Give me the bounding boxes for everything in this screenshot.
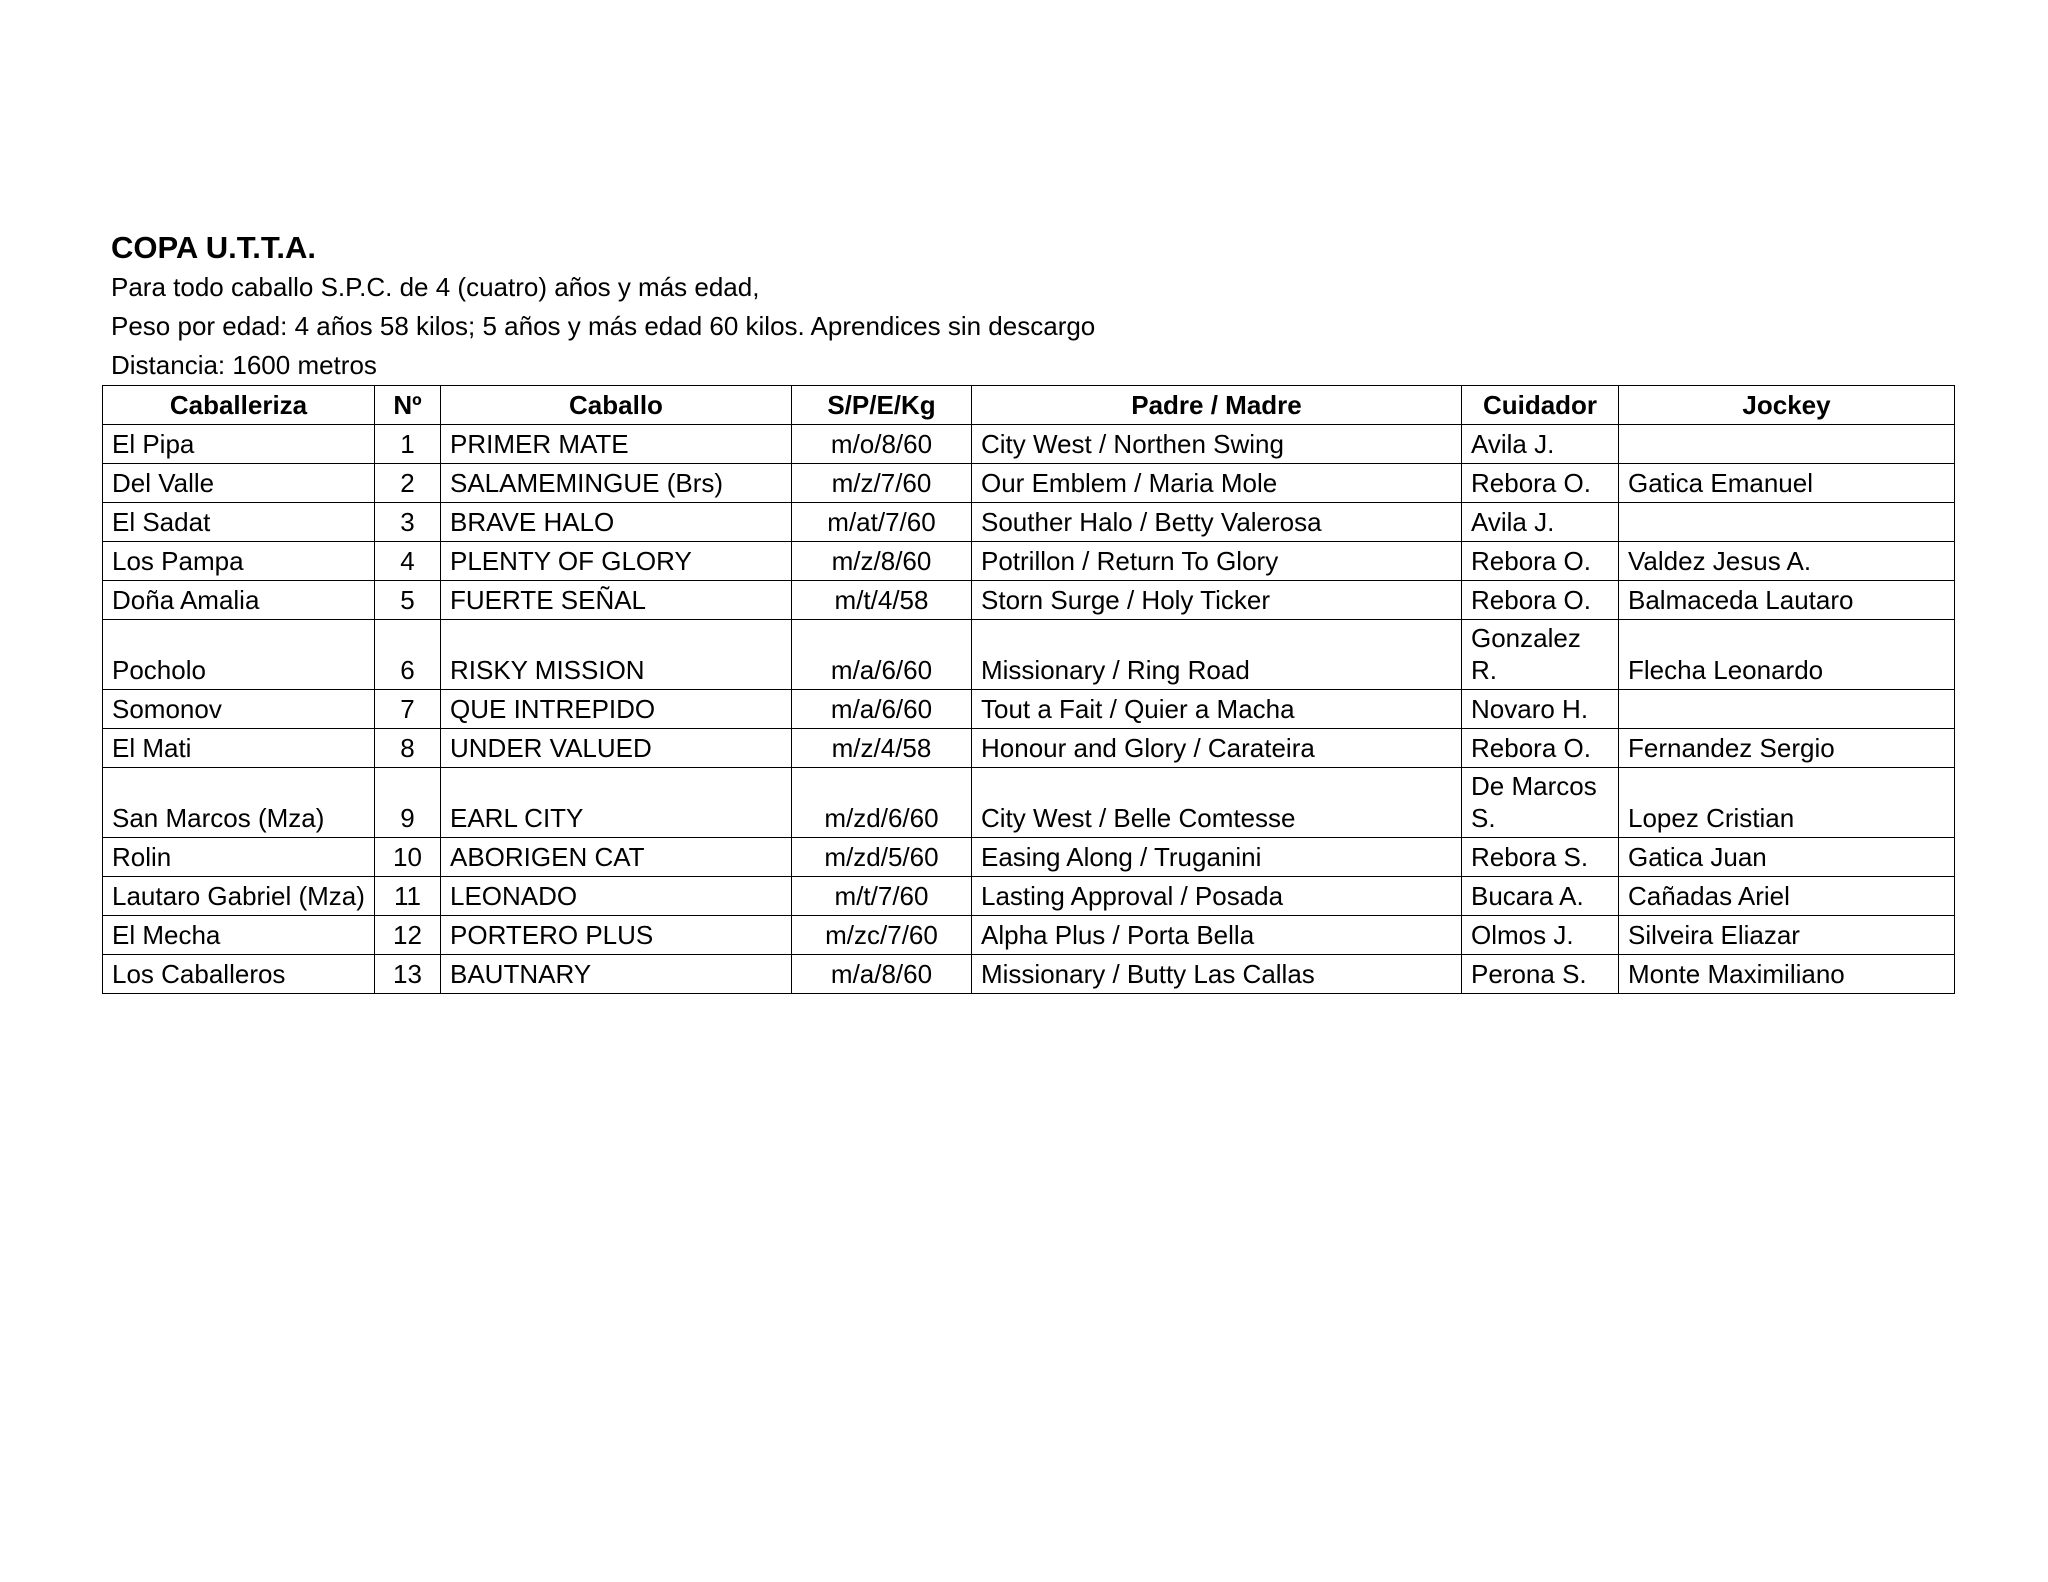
cell-padre-madre: Storn Surge / Holy Ticker: [972, 581, 1462, 620]
header-padre-madre: Padre / Madre: [972, 386, 1462, 425]
cell-jockey: [1619, 690, 1955, 729]
cell-caballeriza: Somonov: [103, 690, 375, 729]
cell-cuidador: Avila J.: [1462, 425, 1619, 464]
cell-caballeriza: Rolin: [103, 838, 375, 877]
cell-spek: m/a/6/60: [792, 690, 972, 729]
cell-spek: m/zd/5/60: [792, 838, 972, 877]
cell-caballo: BRAVE HALO: [441, 503, 792, 542]
table-row: [103, 503, 1955, 542]
cell-spek: m/z/4/58: [792, 729, 972, 768]
cell-spek: m/z/7/60: [792, 464, 972, 503]
cell-spek: m/a/6/60: [792, 620, 972, 690]
cell-number: 4: [375, 542, 441, 581]
table-row: [103, 955, 1955, 994]
cell-padre-madre: Lasting Approval / Posada: [972, 877, 1462, 916]
cell-jockey: Balmaceda Lautaro: [1619, 581, 1955, 620]
table-row: [103, 690, 1955, 729]
cell-spek: m/zd/6/60: [792, 768, 972, 838]
cell-jockey: Valdez Jesus A.: [1619, 542, 1955, 581]
table-body: [103, 425, 1955, 994]
cell-caballo: PRIMER MATE: [441, 425, 792, 464]
table-row: [103, 768, 1955, 838]
header-cuidador: Cuidador: [1462, 386, 1619, 425]
cell-cuidador: Perona S.: [1462, 955, 1619, 994]
cell-jockey: Flecha Leonardo: [1619, 620, 1955, 690]
cell-number: 2: [375, 464, 441, 503]
header-caballo: Caballo: [441, 386, 792, 425]
header-number: Nº: [375, 386, 441, 425]
cell-number: 3: [375, 503, 441, 542]
race-title: COPA U.T.T.A.: [111, 230, 316, 265]
cell-number: 11: [375, 877, 441, 916]
cell-cuidador: De Marcos S.: [1462, 768, 1619, 838]
cell-padre-madre: Potrillon / Return To Glory: [972, 542, 1462, 581]
document-content: [102, 228, 1954, 994]
table-row: [103, 581, 1955, 620]
cell-caballeriza: Del Valle: [103, 464, 375, 503]
cell-caballeriza: El Sadat: [103, 503, 375, 542]
table-row: [103, 425, 1955, 464]
cell-caballo: BAUTNARY: [441, 955, 792, 994]
cell-padre-madre: City West / Belle Comtesse: [972, 768, 1462, 838]
cell-padre-madre: Alpha Plus / Porta Bella: [972, 916, 1462, 955]
cell-jockey: Gatica Emanuel: [1619, 464, 1955, 503]
entries-table: [102, 385, 1955, 994]
cell-caballo: EARL CITY: [441, 768, 792, 838]
table-row: [103, 916, 1955, 955]
cell-spek: m/o/8/60: [792, 425, 972, 464]
cell-cuidador: Avila J.: [1462, 503, 1619, 542]
cell-spek: m/zc/7/60: [792, 916, 972, 955]
cell-jockey: Lopez Cristian: [1619, 768, 1955, 838]
cell-cuidador: Novaro H.: [1462, 690, 1619, 729]
cell-caballeriza: El Mati: [103, 729, 375, 768]
cell-caballo: UNDER VALUED: [441, 729, 792, 768]
table-header-row: [103, 386, 1955, 425]
cell-spek: m/t/7/60: [792, 877, 972, 916]
cell-cuidador: Bucara A.: [1462, 877, 1619, 916]
cell-caballo: RISKY MISSION: [441, 620, 792, 690]
cell-padre-madre: Easing Along / Truganini: [972, 838, 1462, 877]
cell-number: 1: [375, 425, 441, 464]
header-spek: S/P/E/Kg: [792, 386, 972, 425]
cell-jockey: Cañadas Ariel: [1619, 877, 1955, 916]
cell-caballeriza: Doña Amalia: [103, 581, 375, 620]
cell-caballeriza: El Mecha: [103, 916, 375, 955]
cell-caballo: FUERTE SEÑAL: [441, 581, 792, 620]
cell-caballeriza: El Pipa: [103, 425, 375, 464]
cell-number: 5: [375, 581, 441, 620]
cell-number: 6: [375, 620, 441, 690]
cell-spek: m/at/7/60: [792, 503, 972, 542]
cell-number: 12: [375, 916, 441, 955]
cell-caballeriza: Lautaro Gabriel (Mza): [103, 877, 375, 916]
cell-caballo: ABORIGEN CAT: [441, 838, 792, 877]
cell-caballo: QUE INTREPIDO: [441, 690, 792, 729]
cell-cuidador: Rebora O.: [1462, 729, 1619, 768]
cell-jockey: [1619, 425, 1955, 464]
cell-spek: m/t/4/58: [792, 581, 972, 620]
header-caballeriza: Caballeriza: [103, 386, 375, 425]
cell-caballeriza: Los Pampa: [103, 542, 375, 581]
cell-padre-madre: Tout a Fait / Quier a Macha: [972, 690, 1462, 729]
cell-cuidador: Gonzalez R.: [1462, 620, 1619, 690]
cell-jockey: Fernandez Sergio: [1619, 729, 1955, 768]
cell-spek: m/z/8/60: [792, 542, 972, 581]
cell-caballo: PLENTY OF GLORY: [441, 542, 792, 581]
cell-number: 9: [375, 768, 441, 838]
header-jockey: Jockey: [1619, 386, 1955, 425]
cell-padre-madre: Missionary / Butty Las Callas: [972, 955, 1462, 994]
cell-caballo: PORTERO PLUS: [441, 916, 792, 955]
cell-jockey: Gatica Juan: [1619, 838, 1955, 877]
cell-padre-madre: Our Emblem / Maria Mole: [972, 464, 1462, 503]
cell-number: 13: [375, 955, 441, 994]
table-row: [103, 464, 1955, 503]
cell-jockey: Monte Maximiliano: [1619, 955, 1955, 994]
race-conditions-line: Para todo caballo S.P.C. de 4 (cuatro) años y más edad,: [111, 272, 760, 302]
table-row: [103, 542, 1955, 581]
table-row: [103, 877, 1955, 916]
cell-number: 10: [375, 838, 441, 877]
cell-caballeriza: Los Caballeros: [103, 955, 375, 994]
cell-spek: m/a/8/60: [792, 955, 972, 994]
cell-cuidador: Rebora O.: [1462, 581, 1619, 620]
cell-padre-madre: Honour and Glory / Carateira: [972, 729, 1462, 768]
cell-caballo: LEONADO: [441, 877, 792, 916]
cell-cuidador: Rebora O.: [1462, 464, 1619, 503]
cell-caballeriza: San Marcos (Mza): [103, 768, 375, 838]
cell-jockey: [1619, 503, 1955, 542]
table-row: [103, 729, 1955, 768]
race-weight-line: Peso por edad: 4 años 58 kilos; 5 años y más edad 60 kilos. Aprendices sin descargo: [111, 311, 1096, 341]
race-distance-line: Distancia: 1600 metros: [111, 350, 377, 380]
cell-caballeriza: Pocholo: [103, 620, 375, 690]
cell-cuidador: Rebora O.: [1462, 542, 1619, 581]
cell-caballo: SALAMEMINGUE (Brs): [441, 464, 792, 503]
table-row: [103, 838, 1955, 877]
table-row: [103, 620, 1955, 690]
cell-padre-madre: City West / Northen Swing: [972, 425, 1462, 464]
cell-cuidador: Rebora S.: [1462, 838, 1619, 877]
cell-jockey: Silveira Eliazar: [1619, 916, 1955, 955]
cell-padre-madre: Missionary / Ring Road: [972, 620, 1462, 690]
cell-number: 8: [375, 729, 441, 768]
cell-number: 7: [375, 690, 441, 729]
cell-cuidador: Olmos J.: [1462, 916, 1619, 955]
cell-padre-madre: Souther Halo / Betty Valerosa: [972, 503, 1462, 542]
